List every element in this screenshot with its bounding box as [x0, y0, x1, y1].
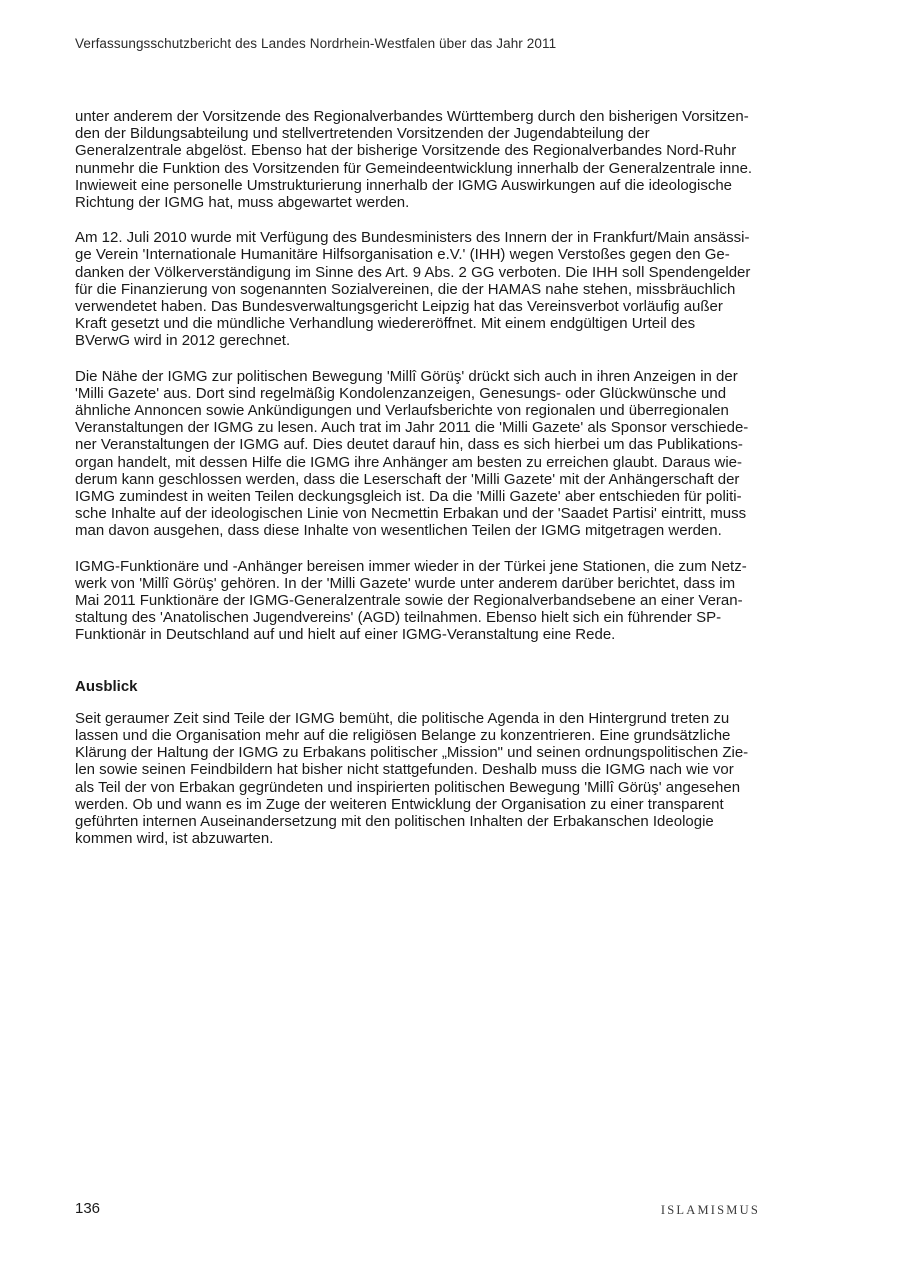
paragraph-succession: unter anderem der Vorsitzende des Regionalverbandes Württemberg durch den bisherigen Vorsitzenden der Bildungsabteilung und stellvertretenden Vorsitzenden der Jugendabteilung der Generalzentrale abgelöst. Ebenso hat der bisherige Vorsitzende des Regionalverbandes Nord-Ruhr nunmehr die Funktion des Vorsitzenden für Gemeindeentwicklung innerhalb der Generalzentrale inne. Inwieweit eine personelle Umstrukturierung innerhalb der IGMG Auswirkungen auf die ideologische Richtung der IGMG hat, muss abgewartet werden.	[75, 108, 753, 212]
paragraph-ihh-ban: Am 12. Juli 2010 wurde mit Verfügung des Bundesministers des Innern der in Frankfurt/Main ansässige Verein 'Internationale Humanitäre Hilfsorganisation e.V.' (IHH) wegen Verstoßes gegen den Gedanken der Völkerverständigung im Sinne des Art. 9 Abs. 2 GG verboten. Die IHH soll Spendengelder für die Finanzierung von sogenannten Sozialvereinen, die der HAMAS nahe stehen, missbräuchlich verwendetet haben. Das Bundesverwaltungsgericht Leipzig hat das Vereinsverbot vorläufig außer Kraft gesetzt und die mündliche Verhandlung wiedereröffnet. Mit einem endgültigen Urteil des BVerwG wird in 2012 gerechnet.	[75, 229, 751, 350]
page-number: 136	[75, 1200, 101, 1217]
footer-section-name: ISLAMISMUS	[660, 1203, 760, 1217]
paragraph-outlook: Seit geraumer Zeit sind Teile der IGMG bemüht, die politische Agenda in den Hintergrund treten zu lassen und die Organisation mehr auf die religiösen Belange zu konzentrieren. Eine grundsätzliche Klärung der Haltung der IGMG zu Erbakans politischer „Mission" und seinen ordnungspolitischen Zielen sowie seinen Feindbildern hat bisher nicht stattgefunden. Deshalb muss die IGMG nach wie vor als Teil der von Erbakan gegründeten und inspirierten politischen Bewegung 'Millî Görüş' angesehen werden. Ob und wann es im Zuge der weiteren Entwicklung der Organisation zu einer transparent geführten internen Auseinandersetzung mit den politischen Inhalten der Erbakanschen Ideologie kommen wird, ist abzuwarten.	[75, 709, 749, 848]
running-header: Verfassungsschutzbericht des Landes Nordrhein-Westfalen über das Jahr 2011	[75, 36, 557, 51]
section-heading-outlook: Ausblick	[75, 677, 138, 695]
paragraph-milli-gazete: Die Nähe der IGMG zur politischen Bewegung 'Millî Görüş' drückt sich auch in ihren Anzeigen in der 'Milli Gazete' aus. Dort sind regelmäßig Kondolenzanzeigen, Genesungs- oder Glückwünsche und ähnliche Annoncen sowie Ankündigungen und Verlaufsberichte von regionalen und überregionalen Veranstaltungen der IGMG zu lesen. Auch trat im Jahr 2011 die 'Milli Gazete' als Sponsor verschiedener Veranstaltungen der IGMG auf. Dies deutet darauf hin, dass es sich hierbei um das Publikationsorgan handelt, mit dessen Hilfe die IGMG ihre Anhänger am besten zu erreichen glaubt. Daraus wiederum kann geschlossen werden, dass die Leserschaft der 'Milli Gazete' mit der Anhängerschaft der IGMG zumindest in weiten Teilen deckungsgleich ist. Da die 'Milli Gazete' aber entschieden für politische Inhalte auf der ideologischen Linie von Necmettin Erbakan und der 'Saadet Partisi' eintritt, muss man davon ausgehen, dass diese Inhalte von wesentlichen Teilen der IGMG mitgetragen werden.	[75, 367, 749, 540]
paragraph-turkey-network: IGMG-Funktionäre und -Anhänger bereisen immer wieder in der Türkei jene Stationen, die zum Netzwerk von 'Millî Görüş' gehören. In der 'Milli Gazete' wurde unter anderem darüber berichtet, dass im Mai 2011 Funktionäre der IGMG-Generalzentrale sowie der Regionalverbandsebene an einer Veranstaltung des 'Anatolischen Jugendvereins' (AGD) teilnahmen. Ebenso hielt sich ein führender SP-Funktionär in Deutschland auf und hielt auf einer IGMG-Veranstaltung eine Rede.	[75, 557, 747, 644]
document-body	[75, 108, 753, 865]
